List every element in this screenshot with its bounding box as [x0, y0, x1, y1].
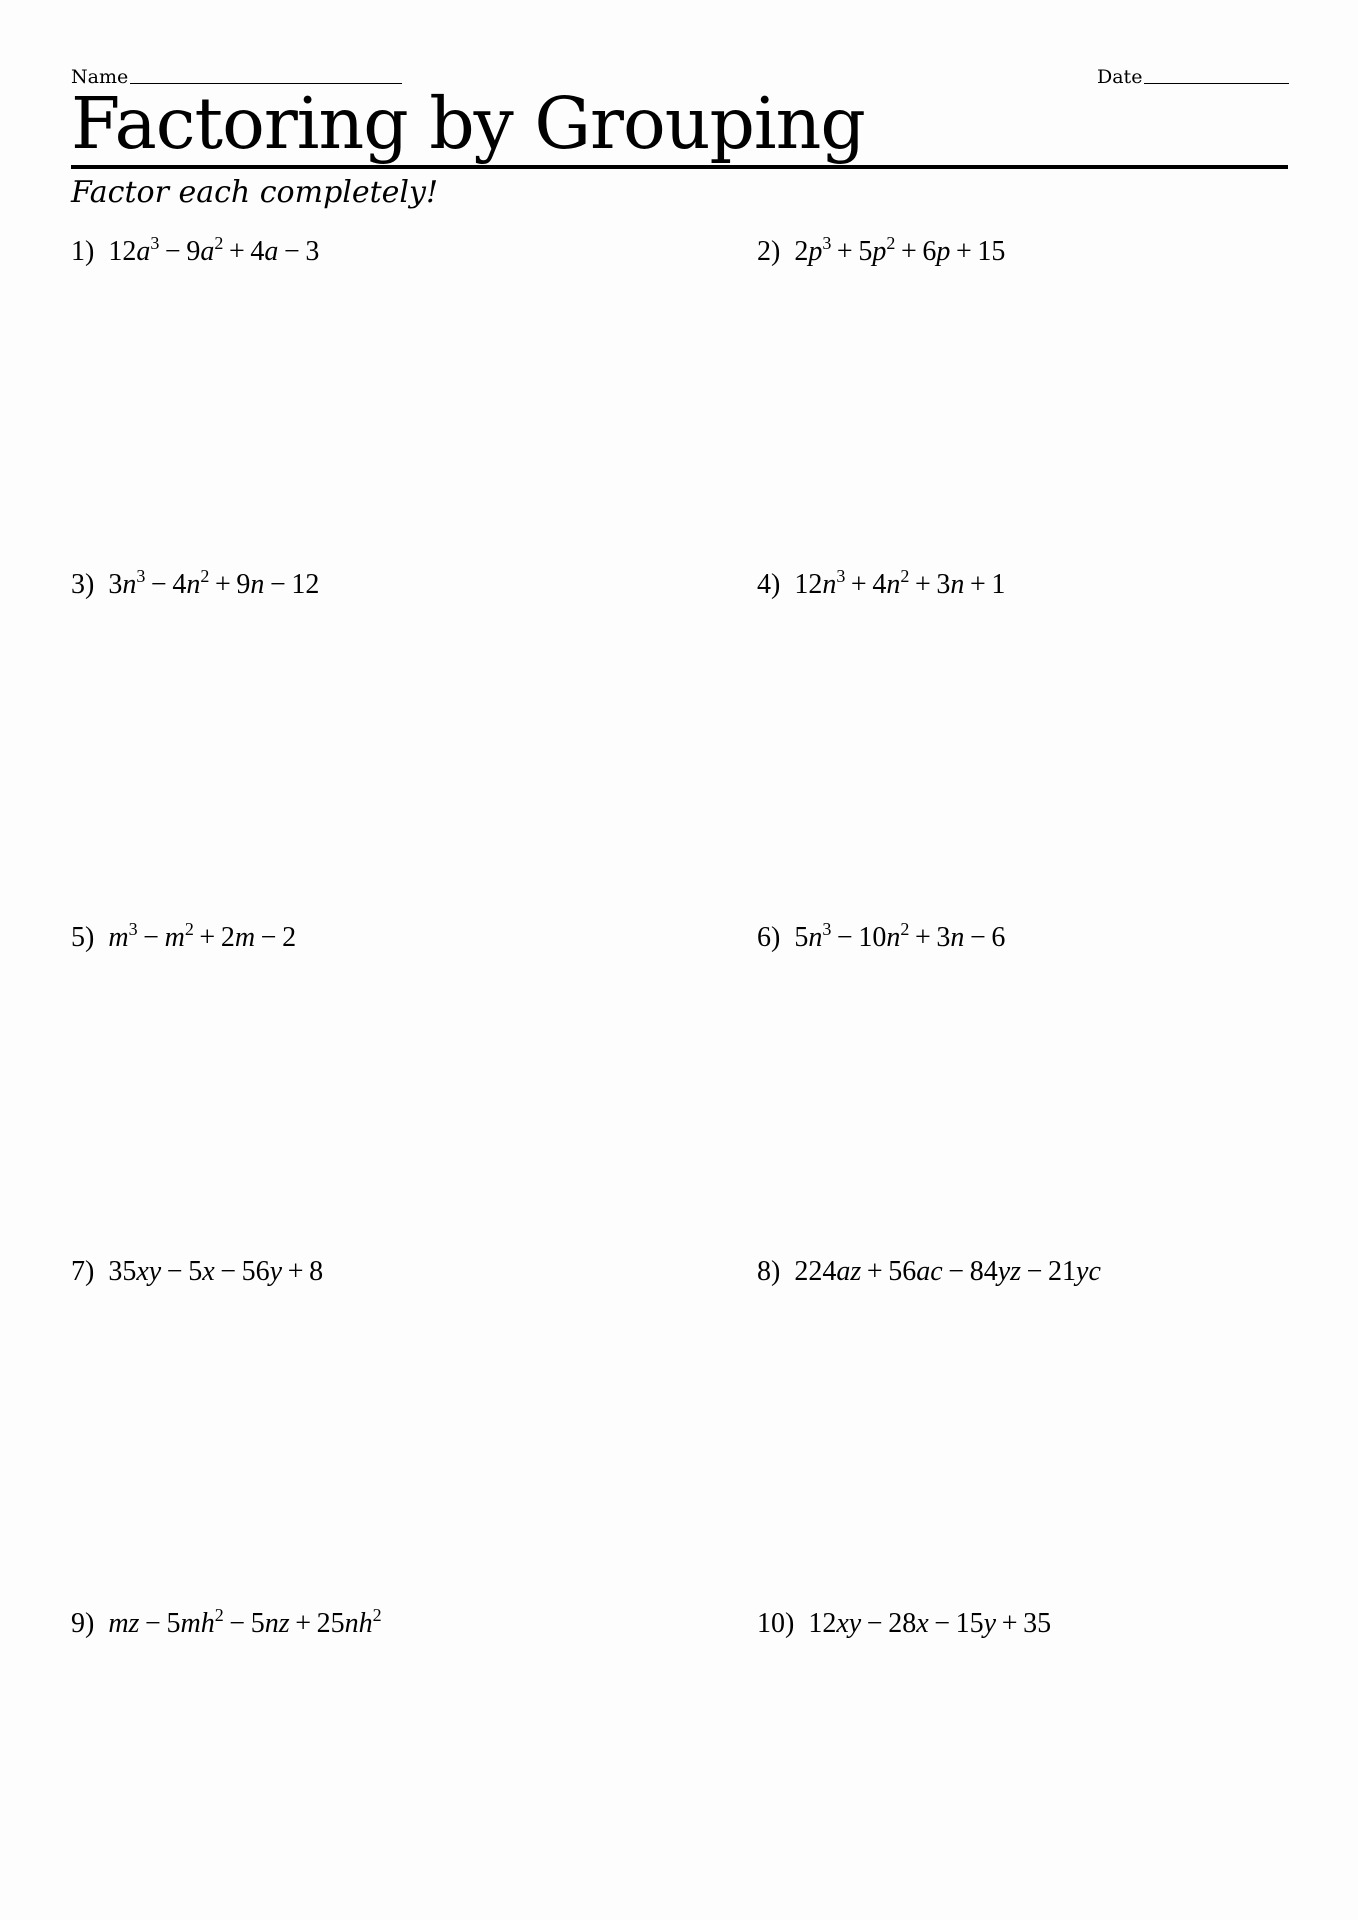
- variable: m: [234, 922, 256, 953]
- problem-expression: $2p^3 + 5p^2 + 6p + 15$: [794, 233, 1006, 267]
- exponent: 2: [184, 919, 194, 939]
- variable: xy: [836, 1608, 862, 1639]
- variable: yz: [997, 1256, 1022, 1287]
- worksheet-title: Factoring by Grouping: [71, 82, 865, 165]
- variable: a: [264, 236, 279, 267]
- exponent: 3: [836, 566, 846, 586]
- variable: yc: [1076, 1256, 1101, 1287]
- problem-number: 10): [757, 1608, 795, 1639]
- problem-1: [71, 233, 320, 268]
- exponent: 3: [822, 233, 832, 253]
- date-blank-line[interactable]: [1144, 83, 1289, 84]
- variable: m: [164, 922, 185, 953]
- problem-number: 8): [757, 1256, 781, 1287]
- problem-8: [757, 1256, 1101, 1288]
- problem-4: [757, 566, 1006, 601]
- problem-number: 5): [71, 922, 95, 953]
- variable: m: [108, 922, 129, 953]
- exponent: 3: [822, 919, 832, 939]
- variable: n: [122, 569, 137, 600]
- problem-number: 9): [71, 1608, 95, 1639]
- variable: xy: [136, 1256, 162, 1287]
- exponent: 2: [900, 919, 910, 939]
- problem-number: 6): [757, 922, 781, 953]
- exponent: 2: [200, 566, 210, 586]
- problem-5: [71, 919, 297, 954]
- problem-number: 7): [71, 1256, 95, 1287]
- variable: p: [936, 236, 951, 267]
- problem-6: [757, 919, 1006, 954]
- variable: n: [808, 922, 823, 953]
- instructions: Factor each completely!: [71, 175, 439, 210]
- problem-7: [71, 1256, 323, 1288]
- problem-expression: 35xy − 5x − 56y + 8: [108, 1256, 324, 1287]
- variable: y: [269, 1256, 283, 1287]
- variable: a: [200, 236, 215, 267]
- problem-number: 3): [71, 569, 95, 600]
- variable: x: [916, 1608, 929, 1639]
- problem-expression: $5n^3 - 10n^2 + 3n - 6$: [794, 919, 1006, 953]
- exponent: 3: [136, 566, 146, 586]
- problem-10: [757, 1608, 1051, 1640]
- variable: ac: [916, 1256, 943, 1287]
- problem-expression: $12n^3 + 4n^2 + 3n + 1$: [794, 566, 1006, 600]
- variable: nz: [264, 1608, 290, 1639]
- problem-number: 2): [757, 236, 781, 267]
- variable: p: [872, 236, 887, 267]
- variable: n: [822, 569, 837, 600]
- variable: n: [186, 569, 201, 600]
- exponent: 2: [372, 1605, 382, 1625]
- problem-3: [71, 566, 320, 601]
- exponent: 2: [214, 233, 224, 253]
- exponent: 2: [886, 233, 896, 253]
- problem-expression: $3n^3 - 4n^2 + 9n - 12$: [108, 566, 320, 600]
- problem-expression: $12a^3 - 9a^2 + 4a - 3$: [108, 233, 320, 267]
- variable: x: [202, 1256, 215, 1287]
- problem-number: 1): [71, 236, 95, 267]
- problem-expression: mz − $5mh^2 - 5nz + 25nh^2$: [108, 1605, 382, 1639]
- variable: n: [886, 569, 901, 600]
- problem-number: 4): [757, 569, 781, 600]
- variable: n: [250, 569, 265, 600]
- name-label: Name: [71, 66, 129, 88]
- problem-expression: 224az + 56ac − 84yz − 21yc: [794, 1256, 1101, 1287]
- exponent: 3: [150, 233, 160, 253]
- problem-expression: 12xy − 28x − 15y + 35: [808, 1608, 1052, 1639]
- date-field: [1097, 66, 1289, 88]
- variable: nh: [344, 1608, 373, 1639]
- exponent: 2: [214, 1605, 224, 1625]
- variable: mz: [108, 1608, 140, 1639]
- variable: n: [886, 922, 901, 953]
- variable: n: [950, 922, 965, 953]
- variable: y: [983, 1608, 997, 1639]
- variable: az: [836, 1256, 862, 1287]
- exponent: 2: [900, 566, 910, 586]
- problem-9: [71, 1605, 382, 1640]
- variable: a: [136, 236, 151, 267]
- variable: n: [950, 569, 965, 600]
- date-label: Date: [1097, 66, 1143, 88]
- variable: mh: [180, 1608, 215, 1639]
- exponent: 3: [128, 919, 138, 939]
- problem-2: [757, 233, 1006, 268]
- title-underline: [71, 165, 1288, 169]
- problem-expression: $m^3 - m^2 + 2m - 2$: [108, 919, 297, 953]
- variable: p: [808, 236, 823, 267]
